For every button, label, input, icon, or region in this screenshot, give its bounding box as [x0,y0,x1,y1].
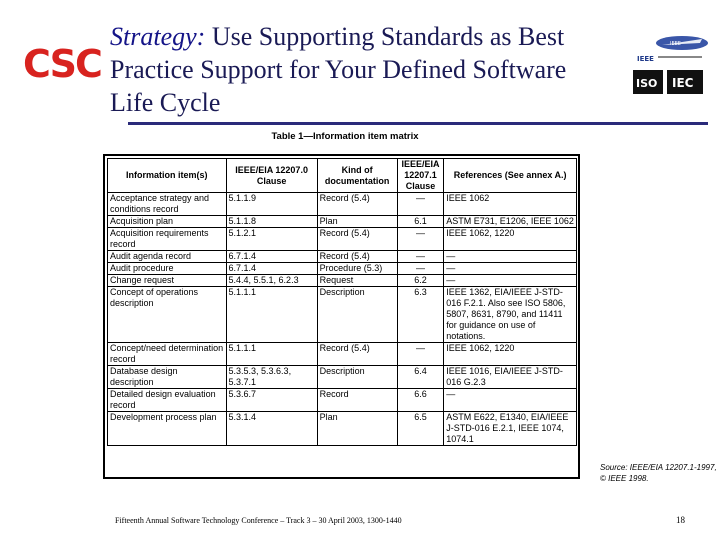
header-12207-0-clause: IEEE/EIA 12207.0 Clause [226,159,317,193]
cell-kind-of-documentation: Plan [317,412,397,446]
table-caption: Table 1—Information item matrix [271,131,419,142]
iec-logo-text: IEC [672,76,694,90]
cell-12207-0-clause: 5.1.1.1 [226,343,317,366]
cell-12207-1-clause: 6.2 [397,275,444,287]
table-header-row [108,159,577,193]
iso-logo-text: ISO [636,77,658,90]
cell-12207-1-clause: — [397,343,444,366]
cell-references: — [444,389,577,412]
cell-12207-1-clause: — [397,263,444,275]
cell-kind-of-documentation: Description [317,287,397,343]
information-item-table [103,154,580,479]
header-information-items: Information item(s) [108,159,227,193]
cell-12207-1-clause: 6.3 [397,287,444,343]
cell-12207-1-clause: 6.6 [397,389,444,412]
table-row [108,366,577,389]
cell-12207-1-clause: 6.1 [397,216,444,228]
cell-12207-0-clause: 6.7.1.4 [226,251,317,263]
source-note: Source: IEEE/EIA 12207.1-1997, © IEEE 1998. [600,463,717,483]
cell-12207-0-clause: 5.1.1.1 [226,287,317,343]
cell-12207-0-clause: 5.3.5.3, 5.3.6.3, 5.3.7.1 [226,366,317,389]
cell-kind-of-documentation: Request [317,275,397,287]
cell-information-item: Acquisition requirements record [108,228,227,251]
cell-12207-0-clause: 6.7.1.4 [226,263,317,275]
table-row [108,389,577,412]
slide-title-lead: Strategy: [110,22,206,51]
table-row [108,228,577,251]
ieee-ship-label: IEEE [670,41,681,47]
slide-title-text: Use Supporting Standards as Best Practice Support for Your Defined Software Life Cycle [110,22,567,117]
cell-12207-0-clause: 5.1.1.8 [226,216,317,228]
slide-title [110,20,615,119]
cell-kind-of-documentation: Record (5.4) [317,343,397,366]
table-row [108,275,577,287]
cell-12207-1-clause: — [397,193,444,216]
table-row [108,251,577,263]
ieee-wordmark: IEEE [637,55,654,63]
cell-references: IEEE 1016, EIA/IEEE J-STD-016 G.2.3 [444,366,577,389]
cell-kind-of-documentation: Record (5.4) [317,251,397,263]
cell-kind-of-documentation: Procedure (5.3) [317,263,397,275]
standards-logos [630,33,712,99]
table-row [108,263,577,275]
cell-information-item: Change request [108,275,227,287]
cell-references: IEEE 1062, 1220 [444,228,577,251]
cell-references: IEEE 1362, EIA/IEEE J-STD-016 F.2.1. Also see ISO 5806, 5807, 8631, 8790, and 11411 for guidance on use of notations. [444,287,577,343]
cell-references: — [444,251,577,263]
cell-information-item: Development process plan [108,412,227,446]
cell-references: — [444,275,577,287]
table-row [108,287,577,343]
cell-information-item: Database design description [108,366,227,389]
cell-references: ASTM E622, E1340, EIA/IEEE J-STD-016 E.2.1, IEEE 1074, 1074.1 [444,412,577,446]
header-references: References (See annex A.) [444,159,577,193]
cell-12207-0-clause: 5.3.1.4 [226,412,317,446]
cell-kind-of-documentation: Record [317,389,397,412]
cell-references: IEEE 1062 [444,193,577,216]
cell-12207-0-clause: 5.4.4, 5.5.1, 6.2.3 [226,275,317,287]
cell-12207-1-clause: — [397,228,444,251]
cell-references: ASTM E731, E1206, IEEE 1062 [444,216,577,228]
cell-kind-of-documentation: Record (5.4) [317,228,397,251]
table-row [108,343,577,366]
cell-12207-0-clause: 5.1.1.9 [226,193,317,216]
slide-footer: Fifteenth Annual Software Technology Conference – Track 3 – 30 April 2003, 1300-1440 [115,516,402,525]
table-row [108,193,577,216]
cell-references: — [444,263,577,275]
cell-information-item: Acquisition plan [108,216,227,228]
header-kind-of-documentation: Kind of documentation [317,159,397,193]
cell-information-item: Audit agenda record [108,251,227,263]
ieee-ship-icon [656,36,708,50]
cell-12207-0-clause: 5.3.6.7 [226,389,317,412]
csc-logo-text: CSC [23,43,101,83]
page-number: 18 [676,515,685,525]
cell-information-item: Acceptance strategy and conditions record [108,193,227,216]
table-row [108,216,577,228]
cell-12207-0-clause: 5.1.2.1 [226,228,317,251]
cell-references: IEEE 1062, 1220 [444,343,577,366]
cell-12207-1-clause: — [397,251,444,263]
cell-information-item: Audit procedure [108,263,227,275]
header-12207-1-clause: IEEE/EIA 12207.1 Clause [397,159,444,193]
cell-kind-of-documentation: Record (5.4) [317,193,397,216]
cell-12207-1-clause: 6.5 [397,412,444,446]
cell-kind-of-documentation: Description [317,366,397,389]
cell-12207-1-clause: 6.4 [397,366,444,389]
cell-information-item: Concept/need determination record [108,343,227,366]
table-row [108,412,577,446]
title-divider [128,122,708,125]
csc-logo [23,43,103,83]
cell-kind-of-documentation: Plan [317,216,397,228]
cell-information-item: Concept of operations description [108,287,227,343]
cell-information-item: Detailed design evaluation record [108,389,227,412]
